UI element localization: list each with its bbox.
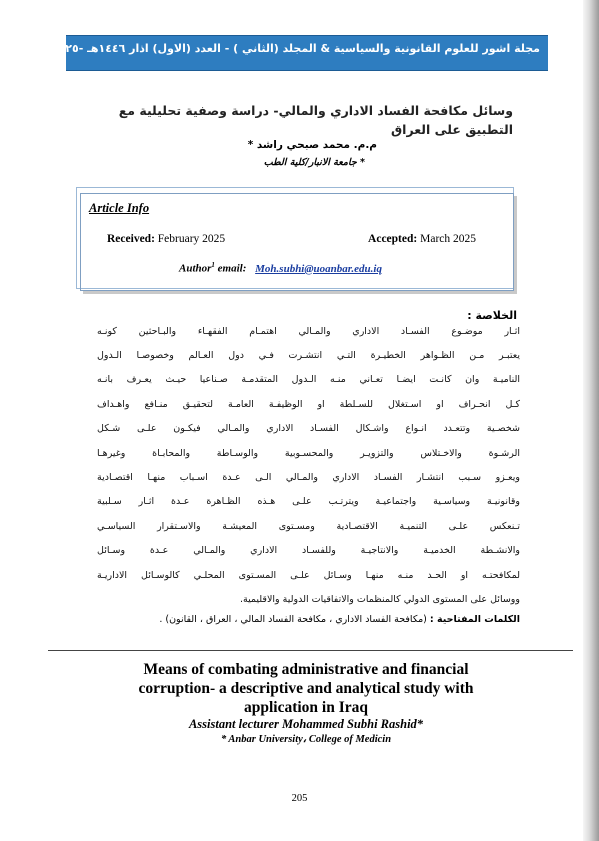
email-link[interactable]: Moh.subhi@uoanbar.edu.iq xyxy=(255,262,382,275)
email-label: email: xyxy=(217,262,247,275)
accepted-label: Accepted: xyxy=(368,233,418,245)
abstract-line: ووسائل على المستوى الدولي كالمنظمات والاتفاقيات الدولية والاقليمية. xyxy=(239,594,520,605)
section-divider xyxy=(48,650,573,651)
accepted-value: March 2025 xyxy=(420,233,476,245)
abstract-line: كـل انحـراف او اسـتغلال للسـلطة او الوظيفـة العامـة لتحقيـق منـافع واهـداف xyxy=(97,399,520,410)
abstract-line: ويعـزو سـبب انتشـار الفسـاد الاداري والمـالي الـى عـدة اسـباب منهـا اقتصـادية xyxy=(97,472,520,483)
abstract-line: شخصـية وتتعـدد انـواع واشـكال الفسـاد الاداري والمـالي فيكـون علـى شـكل xyxy=(97,423,520,434)
english-title-line: Means of combating administrative and financial xyxy=(143,661,469,678)
keywords-text: (مكافحة الفساد الاداري ، مكافحة الفساد المالي ، العراق ، القانون) . xyxy=(159,614,427,625)
author-sup: 1 xyxy=(211,261,215,269)
abstract-line: تـنعكس علـى التنميـة الاقتصـادية ومسـتوى المعيشـة والاسـتقرار السياسـي xyxy=(97,521,520,532)
arabic-affiliation: * جامعة الانبار/كلية الطب xyxy=(263,157,365,168)
english-title xyxy=(110,660,502,717)
page-number: 205 xyxy=(291,793,308,804)
received-date xyxy=(107,233,225,245)
abstract-line: الناميـة وان كانـت ايضـا تعـاني منـه الـدول المتقدمـة صـناعيا حيـث يعـرف بانـه xyxy=(97,374,520,385)
page-edge-shadow xyxy=(583,0,599,841)
journal-header-text: مجلة اشور للعلوم القانونية والسياسية & المجلد (الثاني ) - العدد (الاول) اذار ١٤٤٦هـ -٢٠٢٥ م xyxy=(39,42,540,55)
abstract-heading: الخلاصة : xyxy=(467,309,517,322)
author-email xyxy=(179,261,382,275)
arabic-title: وسائل مكافحة الفساد الاداري والمالي- دراسة وصفية تحليلية مع التطبيق على العراق xyxy=(118,103,513,137)
english-title-line: corruption- a descriptive and analytical study with xyxy=(138,680,474,697)
abstract-line: لمكافحتـه او الحـد منـه منهـا وسـائل علـى المسـتوى المحلـي كالوسـائل الاداريـة xyxy=(97,570,520,581)
author-email-label: Author xyxy=(179,262,212,275)
english-title-line: application in Iraq xyxy=(243,699,369,716)
accepted-date xyxy=(368,233,476,245)
abstract-line: والانشـطة الخدميـة والانتاجيـة وللفسـاد الاداري والمـالي عـدة وسـائل xyxy=(97,545,520,556)
abstract-line: الرشـوة والاخـتلاس والتزويـر والمحسـوبية والوسـاطة والمحابـاة وغيرهـا xyxy=(97,448,520,459)
keywords-label: الكلمات المفتاحية : xyxy=(429,614,520,625)
received-value: February 2025 xyxy=(157,233,226,245)
keywords xyxy=(97,614,520,625)
english-affiliation: * Anbar University، College of Medicin xyxy=(220,734,392,745)
abstract-line: يعتبـر مـن الظـواهر الخطيـرة التـي انتشـرت فـي دول العـالم وخصوصـا الـدول xyxy=(97,350,520,361)
journal-header-band xyxy=(39,35,548,71)
abstract-line: اثـار موضـوع الفسـاد الاداري والمـالي اهتمـام الفقهـاء والبـاحثين كونـه xyxy=(97,326,520,337)
arabic-author: م.م. محمد صبحي راشد * xyxy=(247,139,377,151)
received-label: Received: xyxy=(107,233,155,245)
article-info-title: Article Info xyxy=(89,201,150,215)
abstract-line: وقانونيـة وسياسـية واجتماعيـة ويترتـب علـى هـذه الظـاهرة عـدة اثـار سـلبية xyxy=(97,496,520,507)
english-author: Assistant lecturer Mohammed Subhi Rashid* xyxy=(188,717,424,731)
